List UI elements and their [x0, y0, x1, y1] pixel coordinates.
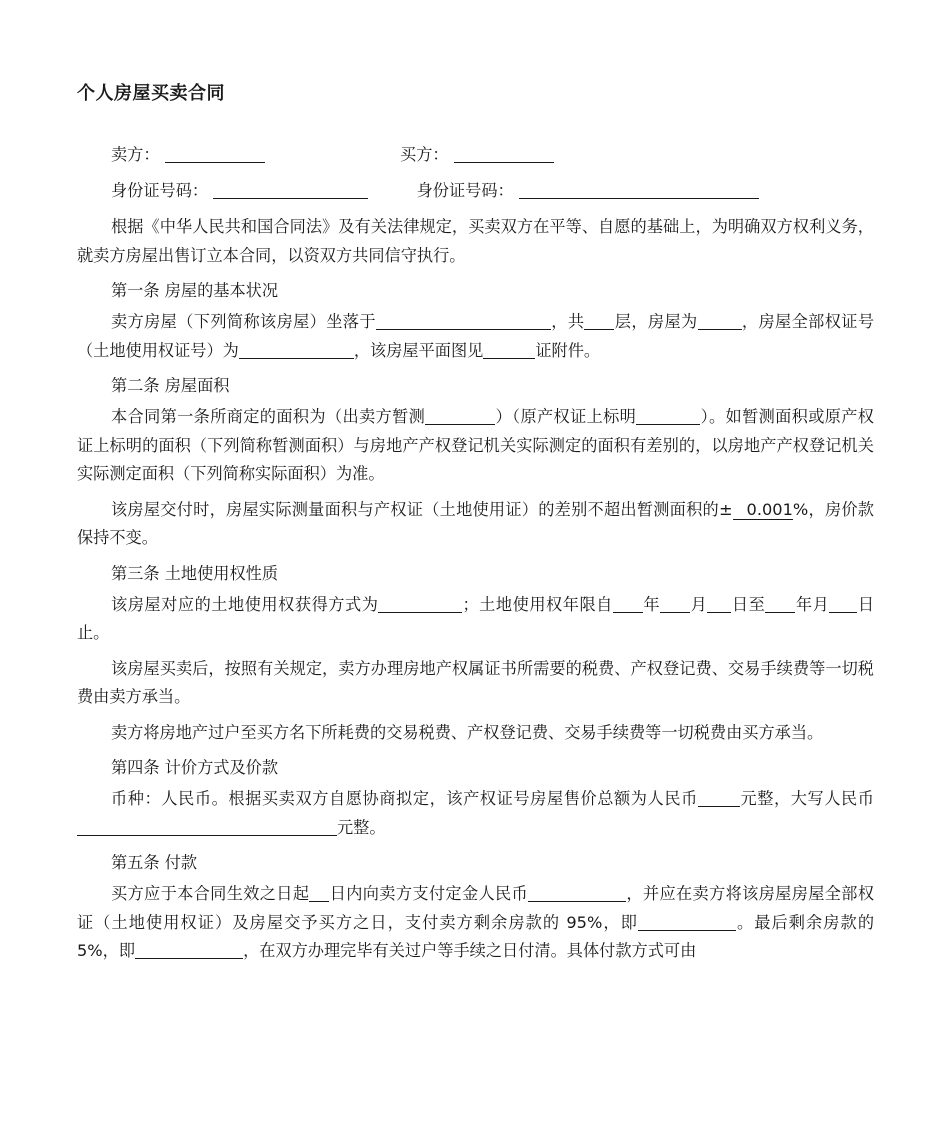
seller-id-blank[interactable] [213, 180, 368, 199]
text-segment: ，共 [550, 312, 585, 331]
text-segment: 。最后剩余房款的 5%，即 [77, 912, 875, 960]
text-segment: 层，房屋为 [614, 312, 698, 331]
party-line [77, 140, 874, 170]
start-year-blank[interactable] [613, 594, 643, 613]
buyer-label: 买方： [400, 145, 449, 164]
house-type-blank[interactable] [698, 311, 742, 330]
remaining-5-blank[interactable] [135, 940, 243, 959]
article-5-paragraph [77, 880, 874, 966]
text-segment: ，房屋全部权证号（土地使用权证号）为 [77, 312, 875, 360]
original-area-blank[interactable] [636, 406, 700, 425]
text-segment: 该房屋交付时，房屋实际测量面积与产权证（土地使用证）的差别不超出暂测面积的± [111, 499, 733, 519]
seller-name-blank[interactable] [165, 144, 265, 163]
remaining-95-blank[interactable] [638, 912, 736, 931]
buyer-id-label: 身份证号码： [416, 181, 514, 200]
article-3-paragraph-2: 该房屋买卖后，按照有关规定，卖方办理房地产权属证书所需要的税费、产权登记费、交易手续费等一切税费由卖方承当。 [77, 658, 874, 706]
text-segment: 本合同第一条所商定的面积为（出卖方暂测 [111, 407, 426, 426]
deposit-amount-blank[interactable] [528, 883, 626, 902]
start-day-blank[interactable] [707, 594, 731, 613]
text-segment: 卖方房屋（下列简称该房屋）坐落于 [111, 312, 376, 331]
id-line [77, 176, 874, 206]
text-segment: 日止。 [77, 594, 875, 642]
location-blank[interactable] [376, 311, 551, 330]
text-segment: ，并应在卖方将该房屋房屋全部权证（土地使用权证）及房屋交予买方之日，支付卖方剩余房款的 95%，即 [77, 884, 875, 932]
article-5-heading: 第五条 付款 [111, 853, 198, 872]
text-segment: 买方应于本合同生效之日起 [111, 884, 310, 903]
article-3-paragraph-3: 卖方将房地产过户至买方名下所耗费的交易税费、产权登记费、交易手续费等一切税费由买方承当。 [111, 722, 824, 742]
article-4-paragraph [77, 785, 874, 842]
start-month-blank[interactable] [660, 594, 690, 613]
text-segment: 日至 [731, 594, 766, 614]
price-blank[interactable] [698, 788, 740, 807]
article-4-heading: 第四条 计价方式及价款 [111, 758, 279, 777]
end-year-blank[interactable] [765, 594, 795, 613]
floor-plan-blank[interactable] [483, 340, 535, 359]
contract-body [77, 140, 874, 966]
tolerance-value[interactable]: 0.001 [733, 500, 793, 520]
deposit-days-blank[interactable] [309, 883, 329, 902]
text-segment: 证附件。 [535, 340, 601, 360]
article-3-heading: 第三条 土地使用权性质 [111, 563, 279, 583]
measured-area-blank[interactable] [425, 406, 495, 425]
text-segment: ）（原产权证上标明 [495, 407, 637, 426]
end-day-blank[interactable] [829, 594, 857, 613]
text-segment: 月 [690, 594, 708, 614]
text-segment: 日内向卖方支付定金人民币 [329, 884, 529, 903]
text-segment: %，房价款保持不变。 [77, 499, 874, 547]
article-2-paragraph-2 [77, 496, 874, 553]
seller-id-label: 身份证号码： [111, 181, 209, 200]
text-segment: 该房屋对应的土地使用权获得方式为 [111, 594, 379, 614]
intro-paragraph: 根据《中华人民共和国合同法》及有关法律规定，买卖双方在平等、自愿的基础上，为明确双方权利义务，就卖方房屋出售订立本合同，以资双方共同信守执行。 [77, 217, 874, 265]
document-title: 个人房屋买卖合同 [77, 83, 225, 104]
text-segment: ；土地使用权年限自 [462, 594, 613, 614]
article-2-heading: 第二条 房屋面积 [111, 376, 230, 395]
acquisition-method-blank[interactable] [378, 594, 462, 613]
text-segment: 币种：人民币。根据买卖双方自愿协商拟定，该产权证号房屋售价总额为人民币 [111, 789, 698, 808]
certificate-no-blank[interactable] [239, 340, 354, 359]
floors-blank[interactable] [584, 311, 614, 330]
buyer-name-blank[interactable] [454, 144, 554, 163]
price-in-words-blank[interactable] [77, 817, 337, 836]
text-segment: 年 [642, 594, 661, 614]
article-1-paragraph [77, 308, 874, 365]
text-segment: ）。如暂测面积或原产权证上标明的面积（下列简称暂测面积）与房地产产权登记机关实际测定的面积有差别的，以房地产产权登记机关实际测定面积（下列简称实际面积）为准。 [77, 407, 874, 483]
text-segment: ，该房屋平面图见 [353, 340, 484, 360]
text-segment: 元整，大写人民币 [739, 789, 874, 808]
text-segment: ，在双方办理完毕有关过户等手续之日付清。具体付款方式可由 [243, 941, 697, 960]
article-3-paragraph-1 [77, 591, 874, 648]
buyer-id-blank[interactable] [519, 180, 759, 199]
text-segment: 年月 [795, 594, 830, 614]
text-segment: 元整。 [337, 817, 386, 837]
article-2-paragraph-1 [77, 403, 874, 489]
article-1-heading: 第一条 房屋的基本状况 [111, 281, 279, 300]
seller-label: 卖方： [111, 145, 160, 164]
